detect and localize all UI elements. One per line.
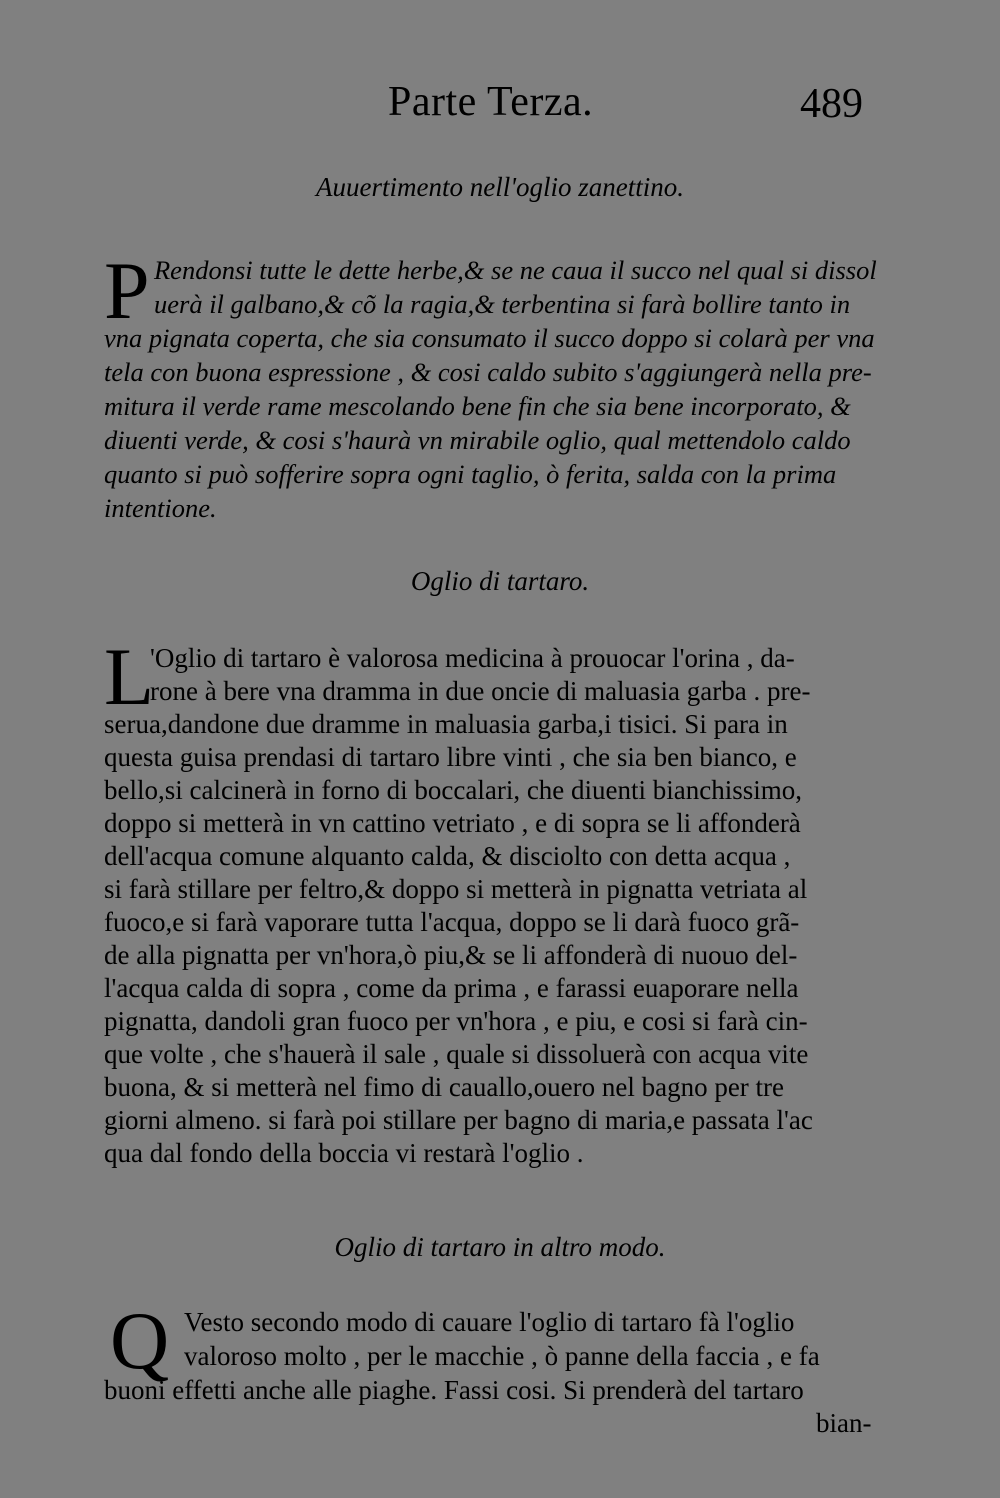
text-line: vna pignata coperta, che sia consumato il succo doppo si colarà per vna (104, 323, 875, 353)
page-number: 489 (800, 81, 863, 127)
text-line: diuenti verde, & cosi s'haurà vn mirabile oglio, qual mettendolo caldo (104, 425, 851, 455)
section-heading-zanettino: Auuertimento nell'oglio zanettino. (316, 172, 684, 202)
text-line: 'Oglio di tartaro è valorosa medicina à prouocar l'orina , da- (150, 643, 795, 673)
text-line: uerà il galbano,& cõ la ragia,& terbentina si farà bollire tanto in (154, 289, 851, 319)
running-title: Parte Terza. (388, 79, 594, 125)
text-line: mitura il verde rame mescolando bene fin che sia bene incorporato, & (104, 391, 851, 421)
text-line: valoroso molto , per le macchie , ò panne della faccia , e fa (184, 1341, 820, 1371)
catchword: bian- (816, 1408, 872, 1438)
text-line: si farà stillare per feltro,& doppo si metterà in pignatta vetriata al (104, 874, 808, 904)
text-line: que volte , che s'hauerà il sale , quale si dissoluerà con acqua vite (104, 1039, 809, 1069)
text-line: bello,si calcinerà in forno di boccalari, che diuenti bianchissimo, (104, 775, 803, 805)
page-header (0, 72, 1000, 142)
text-line: serua,dandone due dramme in maluasia garba,i tisici. Si para in (104, 709, 788, 739)
text-line: Vesto secondo modo di cauare l'oglio di tartaro fà l'oglio (184, 1307, 795, 1337)
text-line: dell'acqua comune alquanto calda, & disciolto con detta acqua , (104, 841, 791, 871)
text-line: intentione. (104, 493, 217, 523)
text-line: de alla pignatta per vn'hora,ò piu,& se li affonderà di nuouo del- (104, 940, 798, 970)
text-line: buona, & si metterà nel fimo di cauallo,ouero nel bagno per tre (104, 1072, 785, 1102)
drop-cap: Q (110, 1295, 170, 1386)
text-line: Rendonsi tutte le dette herbe,& se ne caua il succo nel qual si dissol (154, 255, 877, 285)
text-line: pignatta, dandoli gran fuoco per vn'hora , e piu, e cosi si farà cin- (104, 1006, 808, 1036)
text-line: buoni effetti anche alle piaghe. Fassi cosi. Si prenderà del tartaro (104, 1375, 804, 1405)
text-line: l'acqua calda di sopra , come da prima , e farassi euaporare nella (104, 973, 799, 1003)
section-heading-tartaro: Oglio di tartaro. (410, 566, 590, 596)
text-line: giorni almeno. si farà poi stillare per bagno di maria,e passata l'ac (104, 1105, 813, 1135)
drop-cap: L (104, 631, 155, 722)
text-line: rone à bere vna dramma in due oncie di maluasia garba . pre- (150, 676, 811, 706)
section-heading-altro-modo: Oglio di tartaro in altro modo. (334, 1232, 666, 1262)
text-line: fuoco,e si farà vaporare tutta l'acqua, doppo se li darà fuoco grã- (104, 907, 800, 937)
drop-cap: P (104, 245, 150, 336)
text-line: questa guisa prendasi di tartaro libre vinti , che sia ben bianco, e (104, 742, 797, 772)
text-line: tela con buona espressione , & cosi caldo subito s'aggiungerà nella pre- (104, 357, 872, 387)
text-line: quanto si può sofferire sopra ogni taglio, ò ferita, salda con la prima (104, 459, 837, 489)
text-line: doppo si metterà in vn cattino vetriato , e di sopra se li affonderà (104, 808, 801, 838)
text-line: qua dal fondo della boccia vi restarà l'oglio . (104, 1138, 584, 1168)
